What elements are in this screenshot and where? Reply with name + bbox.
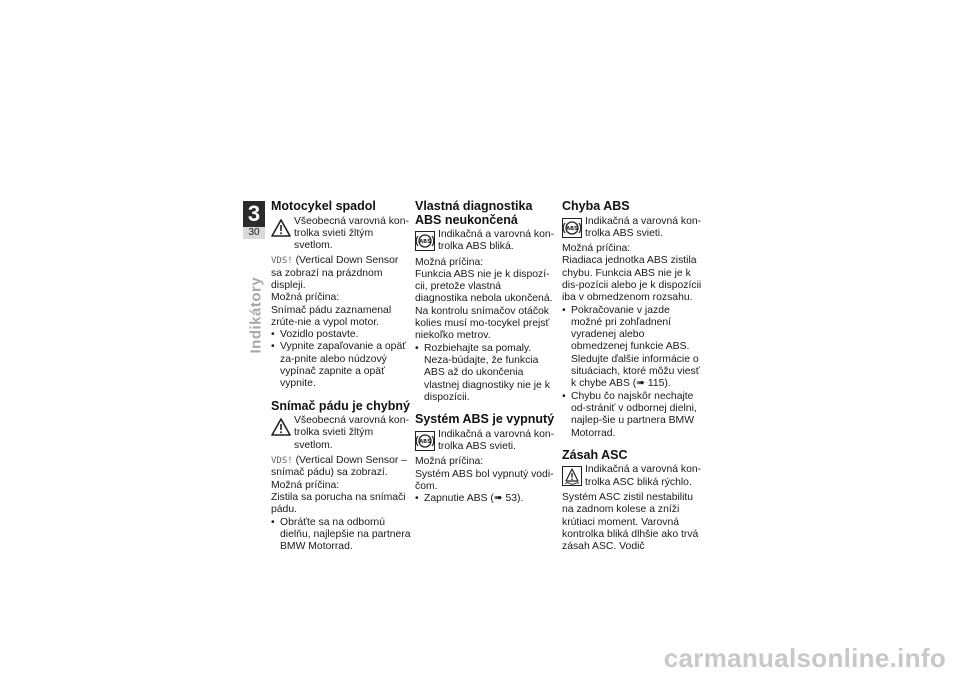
chapter-tab (243, 201, 265, 239)
section-abs-fault (562, 200, 702, 440)
indicator-row (415, 429, 555, 454)
indicator-row (562, 216, 702, 241)
display-description: (Vertical Down Sensor – snímač pádu) sa zobrazí. (271, 455, 408, 479)
abs-warning-icon (415, 431, 435, 451)
watermark: carmanualsonline.info (663, 643, 946, 673)
list-item: • Rozbiehajte sa pomaly. Neza-búdajte, že funkcia ABS až do ukončenia vlastnej diagnostiky nie je k dispozícii. (415, 343, 555, 404)
list-item-text: Pokračovanie v jazde možné pri zohľadnení vyradenej alebo obmedzenej funkcie ABS. Sledujte ďalšie informácie o situáciach, ktoré môžu viesť k chybe ABS ( (571, 304, 700, 390)
display-message (271, 455, 411, 480)
list-item (415, 493, 555, 505)
indicator-text: Indikačná a varovná kon-trolka ABS svieti. (585, 215, 702, 239)
column-1 (271, 200, 411, 553)
svg-text:ABS: ABS (419, 239, 431, 245)
abs-warning-icon (415, 231, 435, 251)
display-code: VDS! (271, 456, 293, 467)
section-title: Snímač pádu je chybný (271, 398, 410, 413)
page-ref-number[interactable]: 53). (502, 493, 524, 505)
svg-text:ABS: ABS (419, 438, 431, 445)
section-abs-self-diagnosis (415, 200, 555, 404)
cause-text: Snímač pádu zaznamenal zrúte-nie a vypol motor. (271, 304, 392, 328)
indicator-row (562, 464, 702, 489)
indicator-row (415, 229, 555, 254)
display-description: (Vertical Down Sensor sa zobrazí na prázdnom displeji. (271, 255, 399, 291)
indicator-row (271, 415, 411, 452)
display-code: VDS! (271, 256, 293, 267)
section-title: Motocykel spadol (271, 199, 376, 213)
indicator-text: Indikačná a varovná kon-trolka ABS bliká. (438, 229, 555, 253)
section-abs-off (415, 413, 555, 505)
section-sensor-faulty (271, 400, 411, 554)
indicator-text: Indikačná a varovná kon-trolka ASC bliká rýchlo. (585, 464, 702, 488)
display-message (271, 255, 411, 292)
cause-label: Možná príčina: (271, 479, 340, 491)
list-item: • Chybu čo najskôr nechajte od-strániť v odbornej dielni, najlep-šie u partnera BMW Motorrad. (562, 391, 702, 440)
indicator-row (271, 216, 411, 253)
list-item-text: Zapnutie ABS ( (424, 493, 494, 505)
cause-text: Funkcia ABS nie je k dispozí-cii, pretože vlastná diagnostika nebola ukončená. Na kontrolu snímačov otáčok kolies musí mo-tocykel prejsť niekoľko metrov. (415, 268, 553, 342)
body-text: Systém ASC zistil nestabilitu na zadnom kolese a zníži krútiaci moment. Varovná kontrolka bliká dlhšie ako trvá zásah ASC. Vodič (562, 491, 699, 553)
action-list (271, 517, 411, 554)
indicator-text: Všeobecná varovná kon-trolka svieti žltým svetlom. (294, 415, 409, 451)
list-item: • Vozidlo postavte. (271, 329, 411, 341)
cause-label: Možná príčina: (415, 456, 484, 468)
action-list (415, 343, 555, 404)
section-title: Zásah ASC (562, 447, 628, 462)
column-2 (415, 200, 555, 505)
asc-warning-icon (562, 466, 582, 486)
action-list (415, 493, 555, 505)
section-title: Systém ABS je vypnutý (415, 412, 555, 427)
section-title: Vlastná diagnostika ABS neukončená (415, 199, 533, 227)
indicator-text: Indikačná a varovná kon-trolka ABS svieti. (438, 428, 555, 452)
action-list (562, 305, 702, 440)
chapter-title: Indikátory (247, 276, 265, 354)
chapter-number: 3 (247, 201, 261, 226)
cause-text: Riadiaca jednotka ABS zistila chybu. Funkcia ABS nie je k dis-pozícii alebo je k dispozícii iba v obmedzenom rozsahu. (562, 255, 702, 304)
page-ref-arrow-icon: ➠ (636, 378, 645, 390)
list-item (562, 305, 702, 391)
cause-label: Možná príčina: (271, 292, 340, 304)
warning-triangle-icon (271, 417, 291, 437)
cause-label: Možná príčina: (415, 256, 484, 268)
section-asc-intervention (562, 449, 702, 554)
page-ref-number[interactable]: 115). (644, 378, 671, 390)
list-item: • Vypnite zapaľovanie a opäť za-pnite alebo núdzový vypínač zapnite a opäť vypnite. (271, 341, 411, 390)
abs-warning-icon (562, 218, 582, 238)
section-title: Chyba ABS (562, 199, 630, 213)
page-ref-arrow-icon: ➠ (493, 493, 503, 505)
svg-text:ABS: ABS (566, 225, 578, 232)
section-motorcycle-fell (271, 200, 411, 391)
page-number: 30 (243, 227, 265, 239)
indicator-text: Všeobecná varovná kon-trolka svieti žltým svetlom. (294, 215, 409, 252)
list-item: • Obráťte sa na odbornú dielňu, najlepšie na partnera BMW Motorrad. (271, 517, 411, 554)
cause-text: Systém ABS bol vypnutý vodi-čom. (415, 468, 554, 492)
action-list (271, 329, 411, 390)
cause-text: Zistila sa porucha na snímači pádu. (271, 491, 406, 516)
warning-triangle-icon (271, 218, 291, 238)
column-3 (562, 200, 702, 553)
cause-label: Možná príčina: (562, 243, 631, 255)
